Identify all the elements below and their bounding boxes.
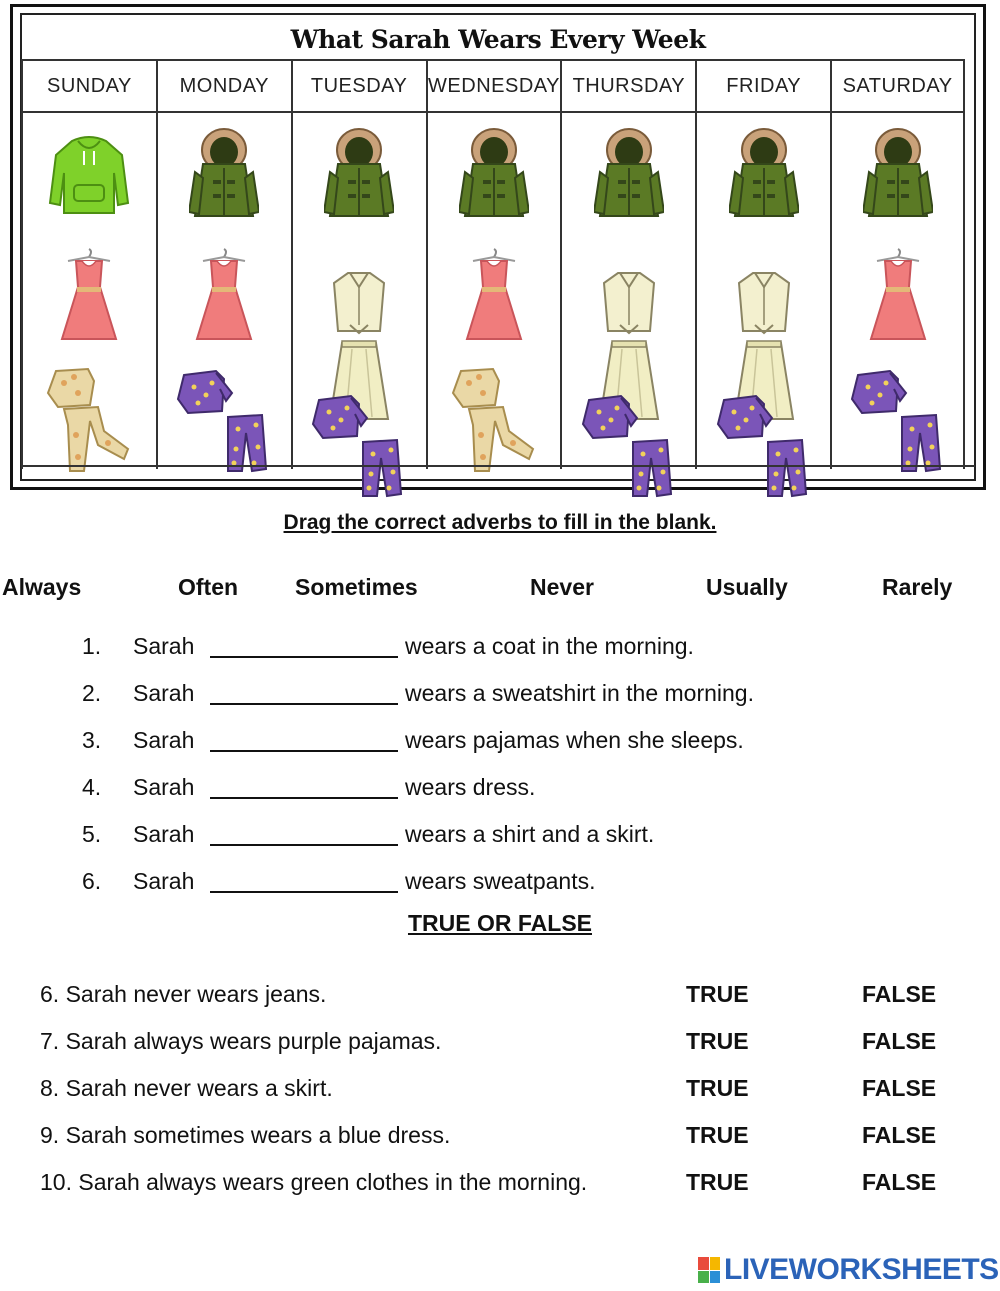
winter-coat-icon	[832, 121, 963, 231]
clothing-schedule-table	[10, 4, 986, 490]
sentence-rest: wears a sweatshirt in the morning.	[405, 680, 754, 706]
day-column-thursday	[560, 59, 695, 469]
sentence-subject: Sarah	[133, 868, 195, 894]
sentence-subject: Sarah	[133, 774, 195, 800]
schedule-title: What Sarah Wears Every Week	[290, 25, 706, 54]
adverb-drop-zone[interactable]	[210, 681, 398, 705]
false-option[interactable]: FALSE	[862, 1169, 937, 1195]
adverb-drop-zone[interactable]	[210, 728, 398, 752]
word-always[interactable]: Always	[2, 574, 82, 600]
day-header: FRIDAY	[697, 59, 830, 113]
tf-row	[0, 979, 1000, 1009]
word-usually[interactable]: Usually	[706, 574, 788, 600]
true-option[interactable]: TRUE	[686, 1169, 749, 1195]
pink-dress-icon	[23, 237, 156, 357]
false-option[interactable]: FALSE	[862, 981, 937, 1007]
day-header: MONDAY	[158, 59, 291, 113]
logo-text: LIVEWORKSHEETS	[724, 1253, 999, 1286]
winter-coat-icon	[697, 121, 830, 231]
day-column-monday	[156, 59, 291, 469]
adverb-drop-zone[interactable]	[210, 869, 398, 893]
sentence-rest: wears sweatpants.	[405, 868, 596, 894]
sentence-number: 6.	[82, 868, 102, 894]
word-never[interactable]: Never	[530, 574, 594, 600]
liveworksheets-logo	[698, 1252, 999, 1288]
tf-statement: 6. Sarah never wears jeans.	[40, 981, 327, 1007]
pink-dress-icon	[428, 237, 561, 357]
word-sometimes[interactable]: Sometimes	[295, 574, 418, 600]
schedule-bottom-line	[21, 465, 975, 477]
winter-coat-icon	[562, 121, 695, 231]
adverb-drop-zone[interactable]	[210, 775, 398, 799]
false-option[interactable]: FALSE	[862, 1122, 937, 1148]
purple-pajamas-icon	[697, 395, 830, 495]
tf-statement: 10. Sarah always wears green clothes in the morning.	[40, 1169, 588, 1195]
sentence-rest: wears a coat in the morning.	[405, 633, 694, 659]
sentence-rest: wears pajamas when she sleeps.	[405, 727, 744, 753]
pink-dress-icon	[832, 237, 963, 357]
green-sweatshirt-icon	[23, 121, 156, 231]
sentence-number: 3.	[82, 727, 102, 753]
day-header: SUNDAY	[23, 59, 156, 113]
sentence-rest: wears a shirt and a skirt.	[405, 821, 655, 847]
tf-statement: 8. Sarah never wears a skirt.	[40, 1075, 333, 1101]
winter-coat-icon	[428, 121, 561, 231]
adverb-drop-zone[interactable]	[210, 634, 398, 658]
true-option[interactable]: TRUE	[686, 1075, 749, 1101]
false-option[interactable]: FALSE	[862, 1075, 937, 1101]
tf-row	[0, 1120, 1000, 1150]
tf-row	[0, 1167, 1000, 1197]
day-column-wednesday	[426, 59, 561, 469]
day-column-sunday	[21, 59, 156, 469]
sentence-number: 1.	[82, 633, 102, 659]
winter-coat-icon	[158, 121, 291, 231]
sentence-rest: wears dress.	[405, 774, 536, 800]
purple-pajamas-icon	[293, 395, 426, 495]
adverb-drop-zone[interactable]	[210, 822, 398, 846]
true-option[interactable]: TRUE	[686, 1028, 749, 1054]
day-header: TUESDAY	[293, 59, 426, 113]
day-column-saturday	[830, 59, 965, 469]
true-option[interactable]: TRUE	[686, 981, 749, 1007]
instruction-text: Drag the correct adverbs to fill in the blank.	[283, 511, 717, 534]
sentence-subject: Sarah	[133, 680, 195, 706]
sentence-subject: Sarah	[133, 633, 195, 659]
sentence-number: 2.	[82, 680, 102, 706]
day-column-tuesday	[291, 59, 426, 469]
pink-dress-icon	[158, 237, 291, 357]
tf-row	[0, 1073, 1000, 1103]
liveworksheets-logo-icon	[698, 1257, 720, 1283]
sentence-subject: Sarah	[133, 821, 195, 847]
sentence-number: 4.	[82, 774, 102, 800]
true-false-title: TRUE OR FALSE	[407, 910, 592, 936]
word-rarely[interactable]: Rarely	[882, 574, 953, 600]
winter-coat-icon	[293, 121, 426, 231]
day-header: THURSDAY	[562, 59, 695, 113]
day-header: SATURDAY	[832, 59, 963, 113]
tf-row	[0, 1026, 1000, 1056]
word-often[interactable]: Often	[178, 574, 239, 600]
false-option[interactable]: FALSE	[862, 1028, 937, 1054]
tf-statement: 9. Sarah sometimes wears a blue dress.	[40, 1122, 451, 1148]
schedule-grid	[21, 59, 965, 469]
true-option[interactable]: TRUE	[686, 1122, 749, 1148]
sentence-number: 5.	[82, 821, 102, 847]
tf-statement: 7. Sarah always wears purple pajamas.	[40, 1028, 442, 1054]
day-column-friday	[695, 59, 830, 469]
sentence-subject: Sarah	[133, 727, 195, 753]
purple-pajamas-icon	[562, 395, 695, 495]
day-header: WEDNESDAY	[428, 59, 561, 113]
